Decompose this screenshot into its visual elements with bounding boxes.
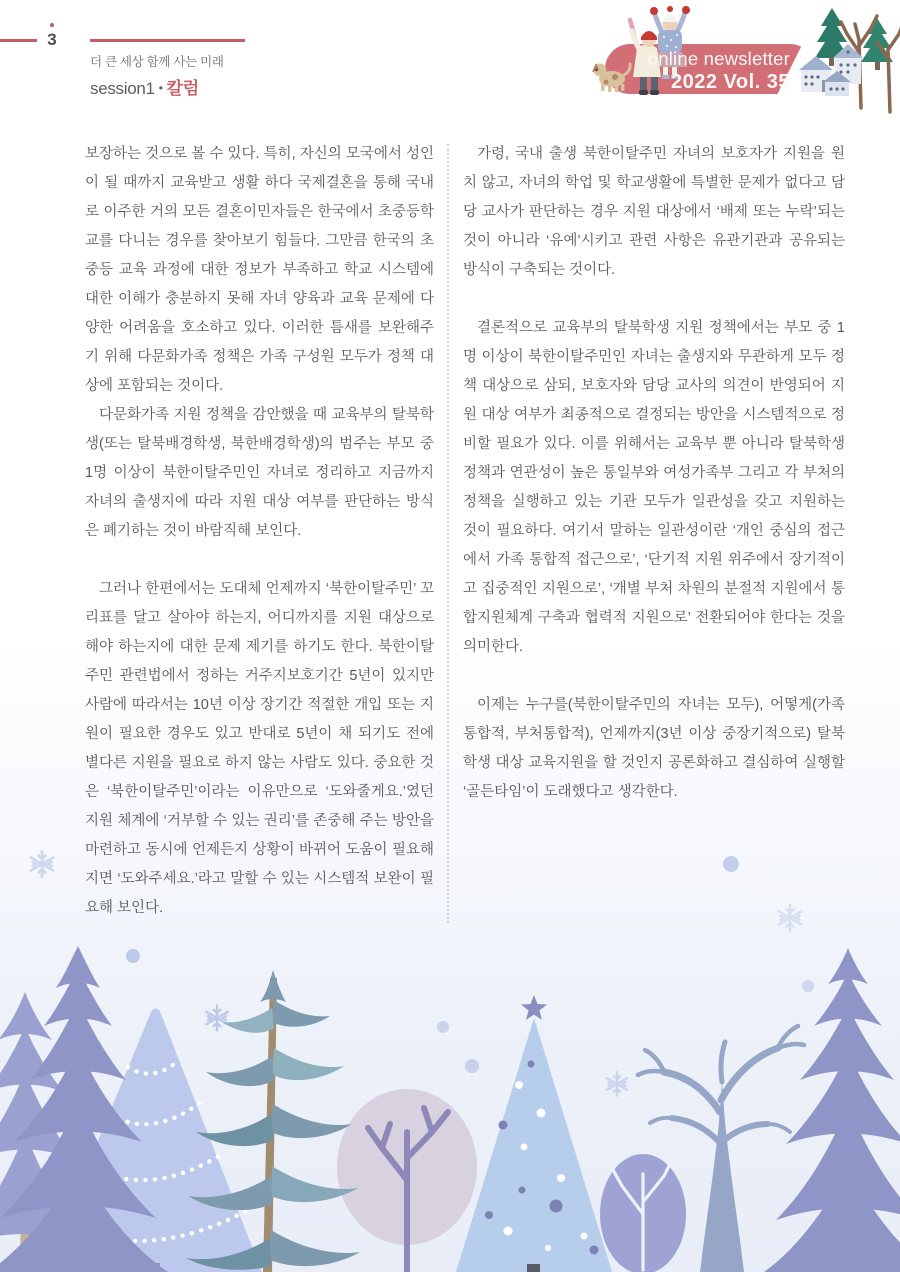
purple-pine-right-icon	[764, 948, 900, 1272]
article-right-column	[463, 140, 845, 923]
session-label: session1	[90, 79, 155, 98]
paragraph: 그러나 한편에서는 도대체 언제까지 ‘북한이탈주민’ 꼬리표를 달고 살아야 하는지, 어디까지를 지원 대상으로 해야 하는지에 대한 문제 제기를 하기도 한다. 북한이탈주민 관련법에서 정하는 거주지보호기간 5년이 있지만 사람에 따라서는 10년 이상 장기간 적절한 개입 또는 지원이 필요한 경우도 있고 반대로 5년이 채 되기도 전에 별다른 지원을 필요로 하지 않는 사람도 있다. 중요한 것은 ‘북한이탈주민’이라는 이유만으로 ‘도와줄게요.’였던 지원 체계에 ‘거부할 수 있는 권리’를 존중해 주는 방안을 마련하고 동시에 언제든지 상황이 바뀌어 도움이 필요해지면 ‘도와주세요.’라고 말할 수 있는 시스템적 보완이 필요해 보인다.	[85, 581, 434, 916]
banner-volume: 2022 Vol. 35	[670, 71, 790, 94]
session-subtitle: 더 큰 세상 함께 사는 미래	[90, 55, 224, 69]
paragraph: 가령, 국내 출생 북한이탈주민 자녀의 보호자가 지원을 원치 않고, 자녀의 학업 및 학교생활에 특별한 문제가 없다고 담당 교사가 판단하는 경우 지원 대상에서 ‘배제 또는 누락’되는 것이 아니라 ‘유예’시키고 관련 사항은 유관기관과 공유되는 방식이 구축되는 것이다.	[463, 146, 845, 278]
page-number-dot	[50, 23, 54, 27]
winter-forest-illustration	[0, 842, 900, 1272]
article-body	[85, 140, 845, 923]
article-left-column	[85, 140, 434, 923]
banner-title: online newsletter	[647, 48, 790, 69]
page-number: 3	[47, 30, 57, 49]
paragraph: 결론적으로 교육부의 탈북학생 지원 정책에서는 부모 중 1명 이상이 북한이탈주민인 자녀는 출생지와 무관하게 모두 정책 대상으로 삼되, 보호자와 담당 교사의 의견이 반영되어 지원 대상 여부가 최종적으로 결정되는 방안을 시스템적으로 정비할 필요가 있다. 이를 위해서는 교육부 뿐 아니라 탈북학생 정책과 연관성이 높은 통일부와 여성가족부 그리고 각 부처의 정책을 실행하고 있는 기관 모두가 일관성을 갖고 지원하는 것이 필요하다. 여기서 말하는 일관성이란 ‘개인 중심의 접근에서 가족 통합적 접근으로’, ‘단기적 지원 위주에서 장기적이고 집중적인 지원으로’, ‘개별 부처 차원의 분절적 지원에서 통합지원체계 구축과 협력적 지원으로’ 전환되어야 한다는 것을 의미한다.	[463, 320, 845, 655]
bullet-separator: •	[158, 81, 163, 95]
paragraph: 이제는 누구를(북한이탈주민의 자녀는 모두), 어떻게(가족통합적, 부처통합적), 언제까지(3년 이상 중장기적으로) 탈북학생 대상 교육지원을 할 것인지 공론화하고 결심하여 실행할 ‘골든타임’이 도래했다고 생각한다.	[463, 697, 845, 800]
newsletter-banner	[585, 0, 900, 118]
snow-dots-icon	[126, 856, 814, 1073]
left-edge-rule	[0, 39, 37, 42]
paragraph: 다문화가족 지원 정책을 감안했을 때 교육부의 탈북학생(또는 탈북배경학생, 북한배경학생)의 범주는 부모 중 1명 이상이 북한이탈주민인 자녀로 정리하고 지금까지 자녀의 출생지에 따라 지원 대상 여부를 판단하는 방식은 폐기하는 것이 바람직해 보인다.	[85, 407, 434, 539]
page-number-block	[42, 23, 62, 50]
paragraph: 보장하는 것으로 볼 수 있다. 특히, 자신의 모국에서 성인이 될 때까지 교육받고 생활 하다 국제결혼을 통해 국내로 이주한 거의 모든 결혼이민자들은 한국에서 초중등학교를 다니는 경우를 찾아보기 힘들다. 그만큼 한국의 초중등 교육 과정에 대한 정보가 부족하고 학교 시스템에 대한 이해가 충분하지 못해 자녀 양육과 교육 문제에 다양한 어려움을 호소하고 있다. 이러한 틈새를 보완해주기 위해 다문화가족 정책은 가족 구성원 모두가 정책 대상에 포함되는 것이다.	[85, 146, 434, 394]
banner-text	[648, 49, 790, 93]
column-divider	[447, 144, 449, 923]
winter-forest-icon	[0, 842, 900, 1272]
round-purple-tree-icon	[600, 1154, 686, 1272]
star-tree-icon	[456, 995, 612, 1272]
session-rule	[90, 39, 245, 42]
round-bush-icon	[337, 1089, 477, 1272]
session-block	[90, 39, 245, 99]
session-title	[90, 74, 245, 99]
category-label: 칼럼	[166, 79, 199, 98]
